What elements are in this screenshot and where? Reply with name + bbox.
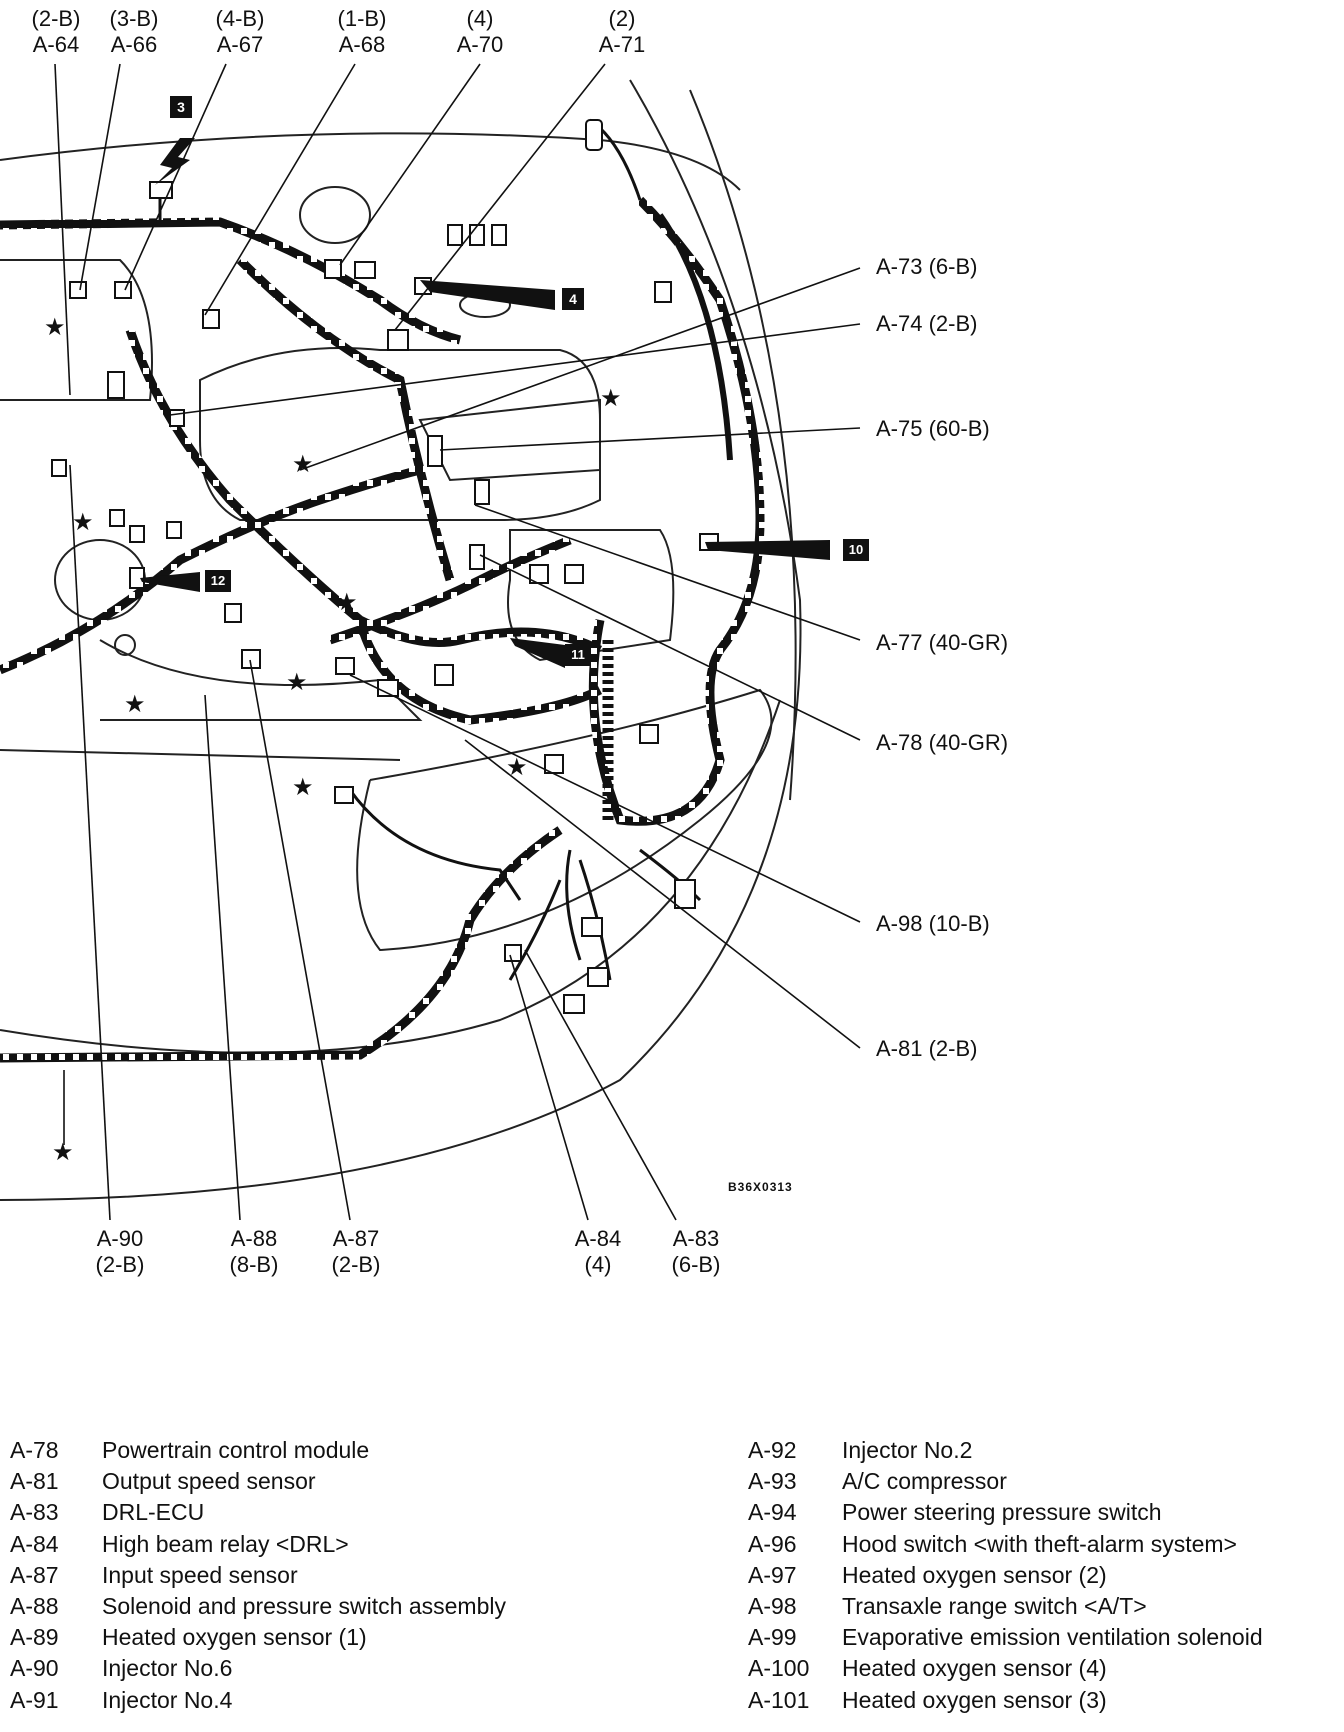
legend-row <box>10 1466 506 1497</box>
label-a88: A-88 (8-B) <box>229 1226 279 1277</box>
legend-name: Evaporative emission ventilation solenoid <box>842 1624 1263 1651</box>
legend-row <box>748 1653 1263 1684</box>
svg-text:★: ★ <box>52 1139 74 1166</box>
label-a70: (4) A-70 <box>456 6 504 57</box>
label-a84: A-84 (4) <box>574 1226 622 1277</box>
legend-name: Heated oxygen sensor (1) <box>102 1624 367 1651</box>
legend-name: Injector No.2 <box>842 1437 973 1463</box>
legend-id: A-91 <box>10 1686 59 1713</box>
legend-id: A-84 <box>10 1530 59 1557</box>
legend-name: High beam relay <DRL> <box>102 1530 349 1557</box>
radiator-support <box>0 750 400 760</box>
svg-text:★: ★ <box>72 509 94 536</box>
legend-id: A-92 <box>748 1437 797 1463</box>
legend-name: DRL-ECU <box>102 1499 205 1526</box>
callout-11: 11 <box>565 644 591 666</box>
label-a83: A-83 (6-B) <box>671 1226 721 1277</box>
loose-wires <box>160 120 700 980</box>
legend-id: A-98 <box>748 1593 797 1620</box>
svg-text:★: ★ <box>336 589 358 616</box>
legend-row <box>748 1529 1263 1560</box>
legend-name: Injector No.4 <box>102 1686 233 1713</box>
legend-name: Injector No.6 <box>102 1655 233 1682</box>
legend-row <box>748 1560 1263 1591</box>
legend-row <box>748 1622 1263 1653</box>
callout-4: 4 <box>562 288 584 310</box>
legend-name: Solenoid and pressure switch assembly <box>102 1593 506 1620</box>
hood-outline <box>0 133 740 190</box>
label-a90: A-90 (2-B) <box>95 1226 145 1277</box>
label-a67: (4-B) A-67 <box>215 6 265 57</box>
label-a66: (3-B) A-66 <box>109 6 159 57</box>
legend-row <box>10 1591 506 1622</box>
callout-10: 10 <box>843 539 869 561</box>
legend-id: A-81 <box>10 1468 59 1495</box>
label-a87: A-87 (2-B) <box>331 1226 381 1277</box>
legend-id: A-97 <box>748 1561 797 1588</box>
legend-name: Output speed sensor <box>102 1468 316 1495</box>
label-a75: A-75 (60-B) <box>876 416 990 441</box>
air-cleaner <box>508 530 673 660</box>
legend-right-column <box>748 1435 1263 1716</box>
legend-row <box>10 1560 506 1591</box>
label-a71: (2) A-71 <box>598 6 646 57</box>
oil-cap <box>300 187 370 243</box>
legend-name: Heated oxygen sensor (4) <box>842 1655 1107 1682</box>
legend-row <box>10 1653 506 1684</box>
legend-id: A-88 <box>10 1593 59 1620</box>
legend-row <box>10 1435 506 1466</box>
svg-text:★: ★ <box>506 754 528 781</box>
legend-row <box>10 1529 506 1560</box>
legend-name: Input speed sensor <box>102 1561 298 1588</box>
legend-id: A-90 <box>10 1655 59 1682</box>
legend-name: Heated oxygen sensor (2) <box>842 1561 1107 1588</box>
label-a78: A-78 (40-GR) <box>876 730 1009 755</box>
legend-row <box>748 1591 1263 1622</box>
ground-point <box>115 635 135 655</box>
legend-name: A/C compressor <box>842 1468 1007 1495</box>
connectors <box>52 120 718 1013</box>
label-a64: (2-B) A-64 <box>31 6 81 57</box>
svg-text:★: ★ <box>292 451 314 478</box>
legend-row <box>748 1466 1263 1497</box>
legend-row <box>10 1685 506 1716</box>
label-a98: A-98 (10-B) <box>876 911 990 936</box>
legend-row <box>10 1622 506 1653</box>
legend-id: A-94 <box>748 1499 797 1526</box>
legend-row <box>748 1685 1263 1716</box>
legend-name: Transaxle range switch <A/T> <box>842 1593 1147 1620</box>
svg-text:★: ★ <box>124 691 146 718</box>
label-a81: A-81 (2-B) <box>876 1036 978 1061</box>
svg-text:★: ★ <box>286 669 308 696</box>
legend-id: A-83 <box>10 1499 59 1526</box>
legend-id: A-100 <box>748 1655 810 1682</box>
legend-row <box>748 1435 1263 1466</box>
legend-name: Hood switch <with theft-alarm system> <box>842 1530 1237 1557</box>
svg-text:★: ★ <box>44 314 66 341</box>
label-a77: A-77 (40-GR) <box>876 630 1009 655</box>
legend-name: Heated oxygen sensor (3) <box>842 1686 1107 1713</box>
label-a73: A-73 (6-B) <box>876 254 978 279</box>
legend-id: A-89 <box>10 1624 59 1651</box>
throttle-body <box>420 400 600 480</box>
legend-id: A-93 <box>748 1468 797 1495</box>
svg-text:★: ★ <box>292 774 314 801</box>
legend-id: A-78 <box>10 1437 59 1463</box>
wiring-harness <box>0 200 760 1058</box>
svg-text:★: ★ <box>600 385 622 412</box>
callout-12: 12 <box>205 570 231 592</box>
callout-3: 3 <box>170 96 192 118</box>
legend-name: Power steering pressure switch <box>842 1499 1162 1526</box>
legend-left-column <box>10 1435 506 1716</box>
legend-row <box>10 1497 506 1528</box>
legend-id: A-101 <box>748 1686 810 1713</box>
figure-code: B36X0313 <box>728 1180 793 1194</box>
label-a74: A-74 (2-B) <box>876 311 978 336</box>
legend-id: A-87 <box>10 1561 59 1588</box>
legend-id: A-99 <box>748 1624 797 1651</box>
label-a68: (1-B) A-68 <box>337 6 387 57</box>
legend-row <box>748 1497 1263 1528</box>
legend-name: Powertrain control module <box>102 1437 370 1463</box>
legend-id: A-96 <box>748 1530 797 1557</box>
